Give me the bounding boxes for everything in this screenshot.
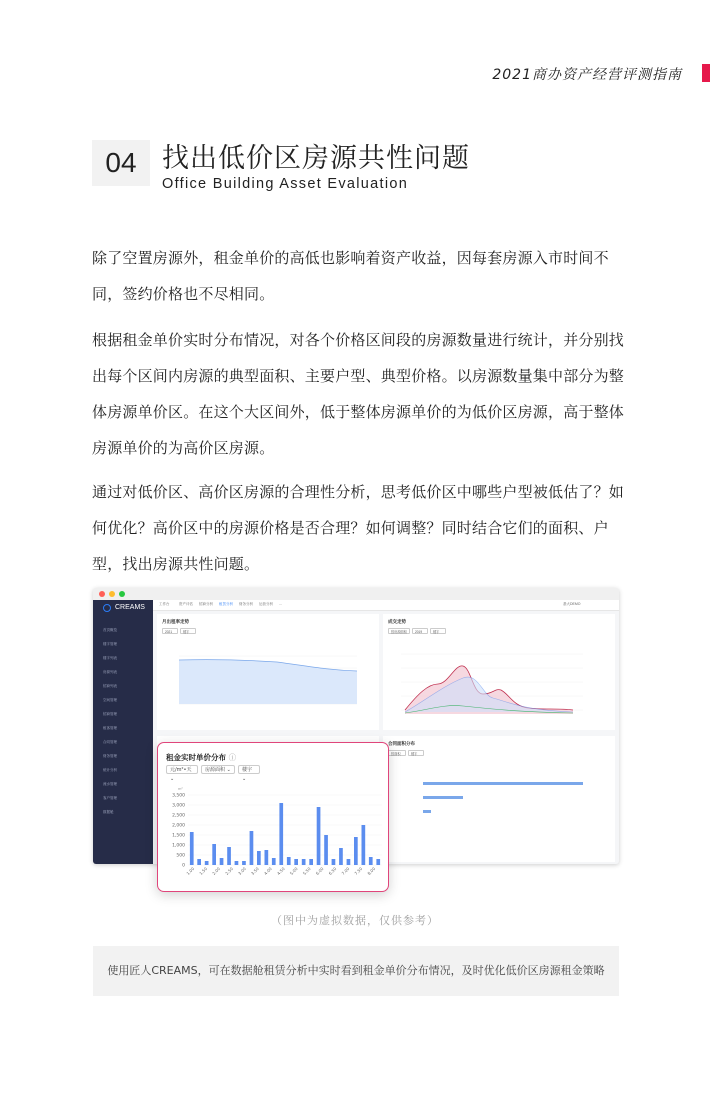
building-select[interactable]: 楼宇 — [408, 750, 424, 756]
bar[interactable] — [197, 859, 201, 865]
paragraph-3: 通过对低价区、高价区房源的合理性分析，思考低价区中哪些户型被低估了？如何优化？高价区中的房源价格是否合理？如何调整？同时结合它们的面积、户型，找出房源共性问题。 — [92, 483, 625, 573]
y-tick-label: 0 — [182, 863, 185, 869]
bar[interactable] — [317, 807, 321, 865]
topnav-tab[interactable]: 租赁分析 — [219, 602, 233, 606]
figure-caption: （图中为虚拟数据，仅供参考） — [271, 914, 439, 927]
topnav-tab[interactable]: 资产评估 — [179, 602, 193, 606]
document-title: 2021商办资产经营评测指南 — [492, 67, 682, 83]
contract-area-bar-chart — [383, 736, 615, 862]
y-unit-label: m² — [178, 787, 183, 791]
rent-unit-price-card — [157, 742, 389, 892]
user-name[interactable]: 基大DEMO — [563, 602, 581, 606]
bar[interactable] — [190, 832, 194, 865]
bar[interactable] — [309, 859, 313, 865]
x-tick-label: 4.50 — [275, 866, 286, 877]
paragraph-2: 根据租金单价实时分布情况，对各个价格区间段的房源数量进行统计，并分别找出每个区间内房源的典型面积、主要户型、典型价格。以房源数量集中部分为整体房源单价区。在这个大区间外，低于整体房源单价的为低价区房源，高于整体房源单价的为高价区房源。 — [92, 331, 625, 457]
highlight-note: 使用匠人CREAMS，可在数据舱租赁分析中实时看到租金单价分布情况，及时优化低价区房源租金策略 — [93, 946, 619, 996]
bar[interactable] — [242, 861, 246, 865]
x-tick-label: 3.00 — [237, 866, 247, 877]
area-select[interactable]: 按房源面积 — [388, 628, 410, 634]
x-tick-label: 2.00 — [211, 866, 222, 877]
bar[interactable] — [354, 837, 358, 865]
logo-icon — [103, 604, 111, 612]
sidebar-item[interactable]: 合同管理 — [103, 740, 117, 744]
deal-trend-chart — [383, 614, 615, 730]
header-accent-bar — [702, 64, 710, 82]
section-number: 04 — [92, 140, 150, 186]
bar[interactable] — [272, 858, 276, 865]
sidebar-item[interactable]: 楼宇管理 — [103, 642, 117, 646]
panel-deal-trend — [383, 614, 615, 730]
bar[interactable] — [287, 857, 291, 865]
bar[interactable] — [302, 859, 306, 865]
minimize-dot — [109, 591, 115, 597]
bar[interactable] — [265, 850, 269, 865]
bar[interactable] — [376, 859, 380, 865]
topnav-tab[interactable]: 招商分析 — [199, 602, 213, 606]
bar[interactable] — [220, 858, 224, 865]
x-tick-label: 7.50 — [353, 866, 364, 877]
x-tick-label: 5.50 — [301, 866, 312, 877]
sidebar-item[interactable]: 空间管理 — [103, 698, 117, 702]
area-select[interactable]: 房源面积 ⌄ — [201, 765, 235, 774]
panel-occupancy-trend — [157, 614, 379, 730]
bar[interactable] — [205, 861, 209, 865]
sidebar-item[interactable]: 客户管理 — [103, 796, 117, 800]
bar[interactable] — [212, 844, 216, 865]
building-select[interactable]: 楼宇 ⌄ — [238, 765, 260, 774]
building-select[interactable]: 楼宇 — [180, 628, 196, 634]
y-tick-label: 2,500 — [172, 813, 185, 819]
bar[interactable] — [227, 847, 231, 865]
sidebar-item[interactable]: 财务管理 — [103, 754, 117, 758]
bar[interactable] — [347, 859, 351, 865]
x-tick-label: 1.50 — [198, 866, 209, 877]
y-tick-label: 3,500 — [172, 793, 185, 799]
sidebar-item[interactable]: 数据舱 — [103, 810, 114, 814]
year-select[interactable]: 2021 — [162, 628, 178, 634]
panel-contract-area — [383, 736, 615, 862]
bar[interactable] — [279, 803, 283, 865]
maximize-dot — [119, 591, 125, 597]
sidebar-item[interactable]: 租客管理 — [103, 726, 117, 730]
sidebar-item[interactable]: 房源列表 — [103, 670, 117, 674]
y-tick-label: 2,000 — [172, 823, 185, 829]
section-subtitle: Office Building Asset Evaluation — [162, 176, 409, 192]
building-select[interactable]: 楼宇 — [430, 628, 446, 634]
card-title: 租金实时单价分布 ⓘ — [166, 753, 237, 762]
paragraph-1: 除了空置房源外，租金单价的高低也影响着资产收益，因每套房源入市时间不同，签约价格也不尽相同。 — [92, 249, 609, 303]
close-dot — [99, 591, 105, 597]
x-tick-label: 7.00 — [340, 866, 351, 877]
topnav-tab[interactable]: 财务分析 — [239, 602, 253, 606]
year-select[interactable]: 2019 — [412, 628, 428, 634]
sidebar-item[interactable]: 统计分析 — [103, 768, 117, 772]
bar[interactable] — [369, 857, 373, 865]
y-tick-label: 500 — [176, 853, 185, 859]
y-tick-label: 1,000 — [172, 843, 185, 849]
topnav-tab[interactable]: 运营分析 — [259, 602, 273, 606]
window-titlebar — [93, 588, 619, 600]
x-tick-label: 8.00 — [366, 866, 377, 877]
y-tick-label: 1,500 — [172, 833, 185, 839]
bar[interactable] — [250, 831, 254, 865]
bar[interactable] — [332, 859, 336, 865]
bar[interactable] — [324, 835, 328, 865]
occupancy-area-chart — [157, 614, 379, 730]
y-tick-label: 3,000 — [172, 803, 185, 809]
bar[interactable] — [235, 861, 239, 865]
topnav-tab[interactable]: 工作台 — [159, 602, 170, 606]
sidebar-item[interactable]: 楼宇列表 — [103, 656, 117, 660]
x-tick-label: 3.50 — [249, 866, 260, 877]
bar[interactable] — [362, 825, 366, 865]
sidebar-item[interactable]: 流水管理 — [103, 782, 117, 786]
topnav-tab[interactable]: ... — [279, 602, 282, 606]
bar[interactable] — [294, 859, 298, 865]
x-tick-label: 1.00 — [185, 866, 196, 877]
panel-title: 合同面积分布 — [388, 741, 415, 746]
sidebar-item[interactable]: 招商列表 — [103, 684, 117, 688]
x-tick-label: 2.50 — [224, 866, 235, 877]
section-title: 找出低价区房源共性问题 — [162, 143, 470, 174]
app-sidebar — [93, 600, 153, 864]
x-tick-label: 6.00 — [314, 866, 325, 877]
x-tick-label: 5.00 — [288, 866, 299, 877]
x-tick-label: 6.50 — [327, 866, 338, 877]
panel-title: 成交走势 — [388, 619, 406, 624]
bar[interactable] — [257, 851, 261, 865]
rent-distribution-chart — [158, 743, 388, 891]
x-tick-label: 4.00 — [262, 866, 273, 877]
unit-select[interactable]: 元/m²•天 ⌄ — [166, 765, 198, 774]
sidebar-item[interactable]: 首页概览 — [103, 628, 117, 632]
bar[interactable] — [339, 848, 343, 865]
area-select[interactable]: 按面积 — [388, 750, 406, 756]
app-topnav — [153, 600, 619, 611]
sidebar-item[interactable]: 招商管理 — [103, 712, 117, 716]
panel-title: 月出租率走势 — [162, 619, 189, 624]
app-logo-text: CREAMS — [115, 604, 145, 611]
info-icon: ⓘ — [228, 753, 237, 762]
